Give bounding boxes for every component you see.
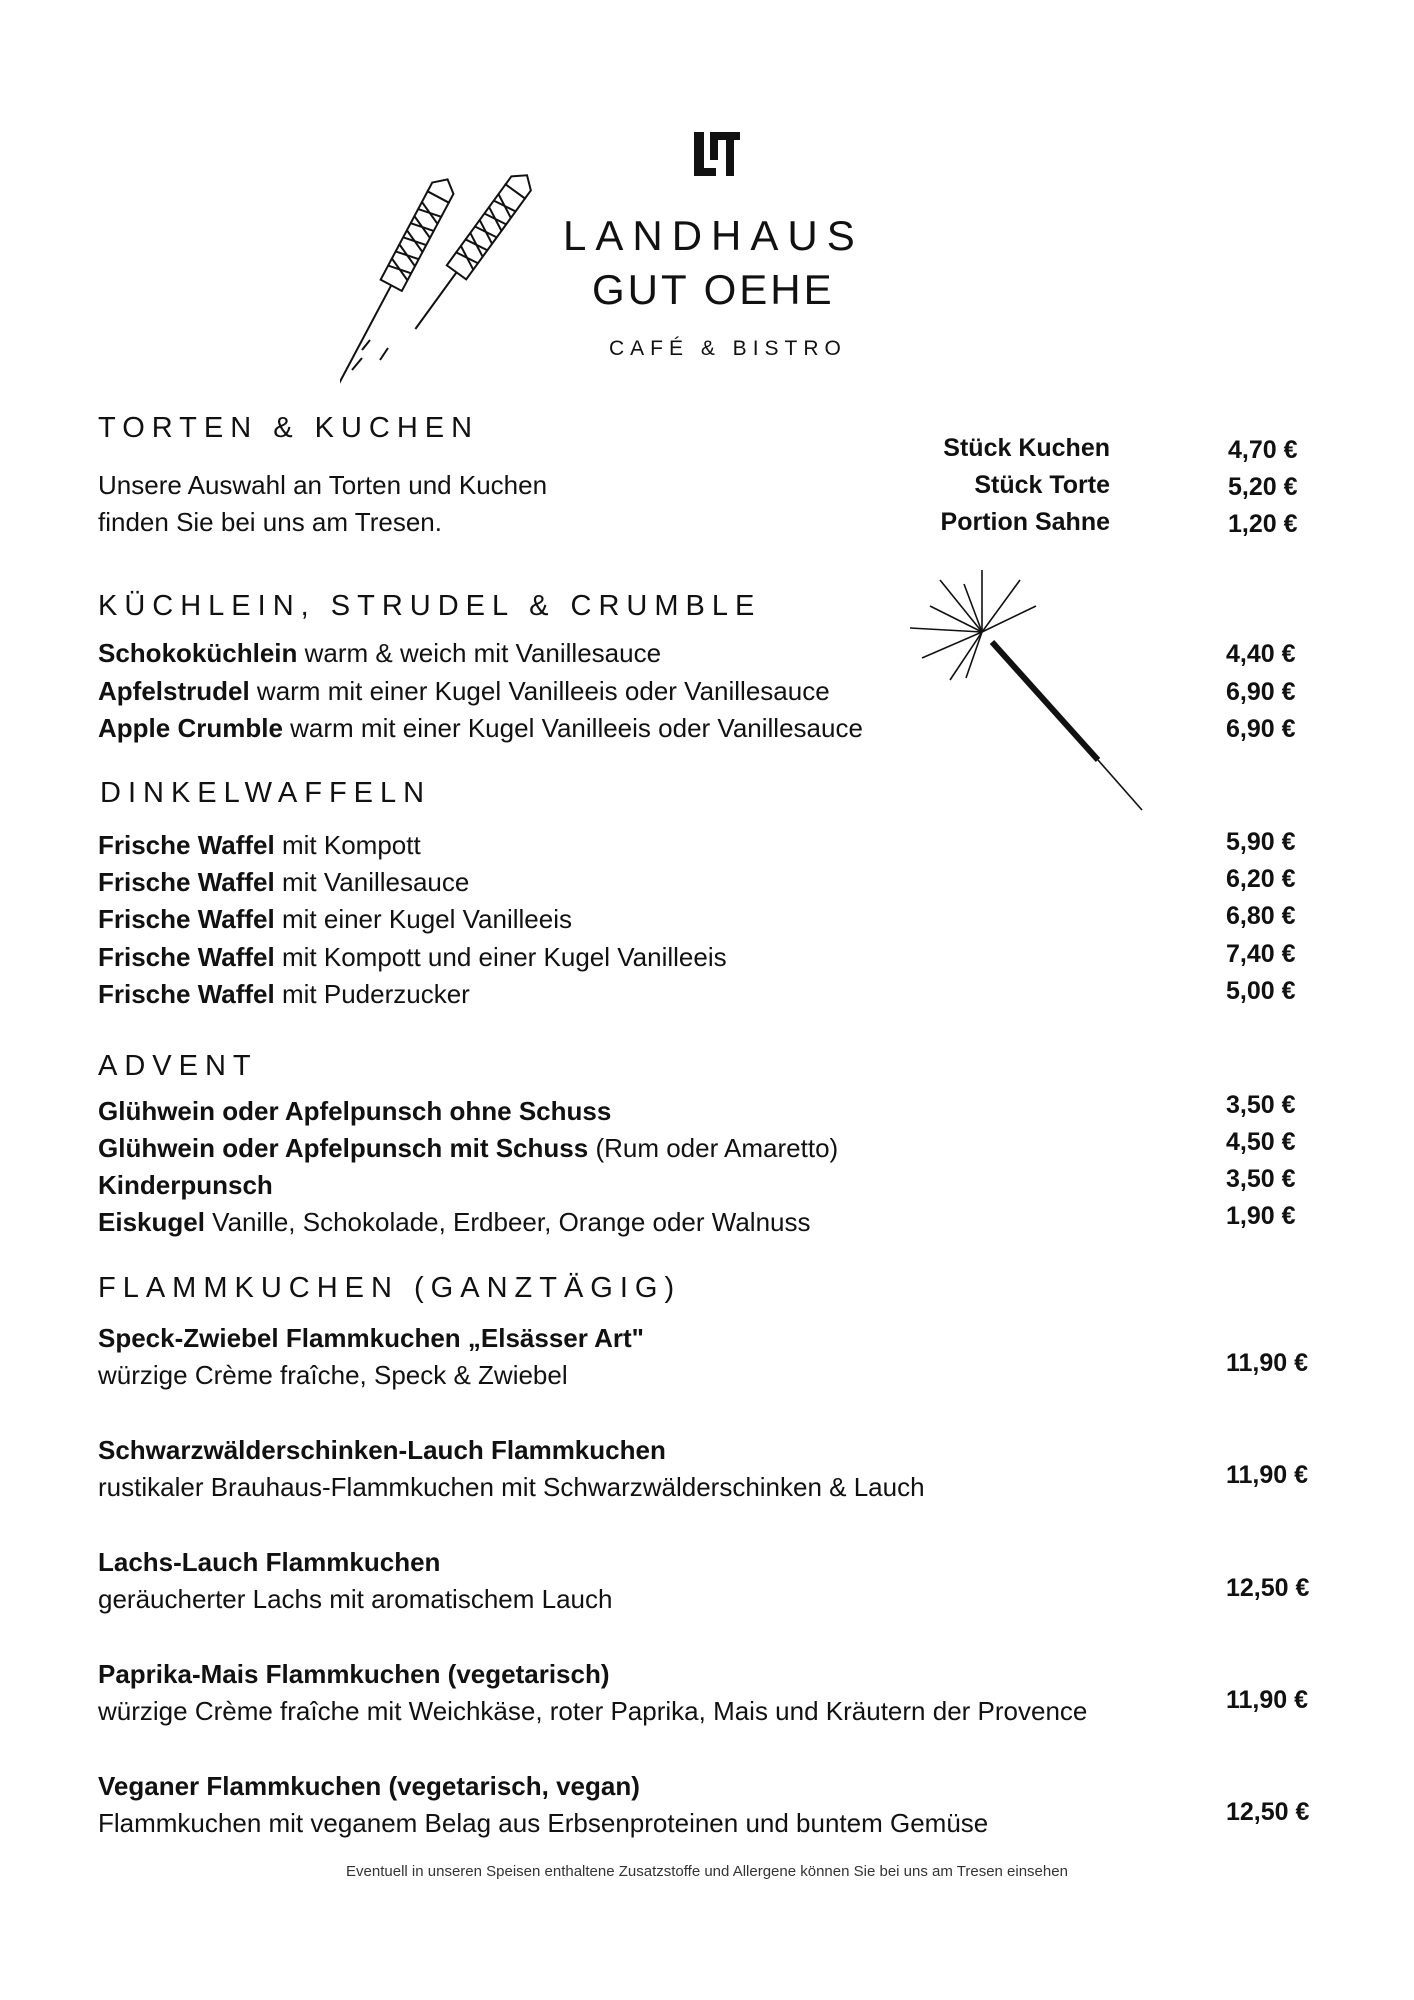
flammkuchen-name [98,1437,666,1463]
menu-item [98,869,469,895]
flammkuchen-desc: würzige Crème fraîche mit Weichkäse, roter Paprika, Mais und Kräutern der Provence [98,1696,1088,1726]
menu-item-name: Frische Waffel [98,830,275,860]
menu-item-name: Kinderpunsch [98,1170,273,1200]
menu-item [98,1172,273,1198]
menu-item-desc: Vanille, Schokolade, Erdbeer, Orange oder Walnuss [204,1207,811,1237]
cake-item-name: Stück Kuchen [943,434,1110,462]
menu-item [98,1209,811,1235]
torten-intro-line1: Unsere Auswahl an Torten und Kuchen [98,470,548,500]
menu-item-name: Frische Waffel [98,904,275,934]
allergen-footnote: Eventuell in unseren Speisen enthaltene Zusatzstoffe und Allergene können Sie bei uns am Tresen einsehen [346,1863,1068,1880]
menu-item-name: Apfelstrudel [98,676,250,706]
cake-item-price: 5,20 € [1228,473,1298,501]
brand-name-line2: GUT OEHE [592,266,835,313]
menu-item-price: 11,90 € [1226,1461,1309,1489]
flammkuchen-desc: rustikaler Brauhaus-Flammkuchen mit Schwarzwälderschinken & Lauch [98,1472,925,1502]
sparkler-illustration-icon [910,570,1150,820]
cake-item-price: 1,20 € [1228,510,1298,538]
menu-item-price: 6,20 € [1226,865,1296,893]
menu-item-desc: mit Vanillesauce [274,867,470,897]
flammkuchen-name [98,1325,644,1351]
menu-item-desc: (Rum oder Amaretto) [588,1133,839,1163]
section-title-torten: TORTEN & KUCHEN [98,412,480,444]
menu-item-price: 3,50 € [1226,1165,1296,1193]
menu-item [98,1098,611,1124]
menu-item-desc: warm mit einer Kugel Vanilleeis oder Vanillesauce [282,713,863,743]
menu-item-desc: mit einer Kugel Vanilleeis [274,904,572,934]
menu-item-name: Paprika-Mais Flammkuchen (vegetarisch) [98,1659,610,1689]
section-title-advent: ADVENT [98,1050,258,1082]
menu-item-desc: warm mit einer Kugel Vanilleeis oder Vanillesauce [249,676,830,706]
menu-item-name: Frische Waffel [98,942,275,972]
section-title-kuechlein: KÜCHLEIN, STRUDEL & CRUMBLE [98,590,762,622]
menu-item-price: 11,90 € [1226,1686,1309,1714]
menu-item-price: 4,50 € [1226,1128,1296,1156]
flammkuchen-name [98,1549,440,1575]
menu-item-price: 5,90 € [1226,828,1296,856]
menu-item-price: 6,90 € [1226,678,1296,706]
menu-item-name: Glühwein oder Apfelpunsch ohne Schuss [98,1096,612,1126]
section-title-flammkuchen: FLAMMKUCHEN (GANZTÄGIG) [98,1272,682,1304]
menu-item-desc: mit Puderzucker [274,979,470,1009]
menu-item-name: Schokoküchlein [98,638,298,668]
menu-item-name: Eiskugel [98,1207,205,1237]
menu-item-desc: warm & weich mit Vanillesauce [297,638,662,668]
menu-item [98,906,572,932]
menu-item-name: Speck-Zwiebel Flammkuchen „Elsässer Art" [98,1323,645,1353]
menu-item [98,981,470,1007]
menu-item-name: Glühwein oder Apfelpunsch mit Schuss [98,1133,589,1163]
torten-intro-line2: finden Sie bei uns am Tresen. [98,507,442,537]
menu-item-price: 5,00 € [1226,977,1296,1005]
menu-item-name: Lachs-Lauch Flammkuchen [98,1547,441,1577]
flammkuchen-desc: Flammkuchen mit veganem Belag aus Erbsenproteinen und buntem Gemüse [98,1808,989,1838]
menu-item-price: 1,90 € [1226,1202,1296,1230]
menu-item [98,715,863,741]
menu-item-name: Frische Waffel [98,867,275,897]
flammkuchen-desc: geräucherter Lachs mit aromatischem Lauch [98,1584,613,1614]
menu-item [98,678,830,704]
brand-name-line1: LANDHAUS [563,212,864,259]
section-title-waffeln: DINKELWAFFELN [100,777,432,809]
menu-item [98,1135,838,1161]
menu-item-desc: mit Kompott [274,830,421,860]
menu-item-name: Frische Waffel [98,979,275,1009]
menu-item-price: 11,90 € [1226,1349,1309,1377]
menu-item-price: 6,80 € [1226,902,1296,930]
landhaus-logo-icon [690,130,744,178]
brand-subtitle: CAFÉ & BISTRO [609,337,847,360]
menu-item [98,640,661,666]
menu-item-name: Schwarzwälderschinken-Lauch Flammkuchen [98,1435,666,1465]
menu-item-price: 3,50 € [1226,1091,1296,1119]
menu-item-price: 4,40 € [1226,640,1296,668]
menu-item-price: 7,40 € [1226,940,1296,968]
flammkuchen-name [98,1661,610,1687]
menu-item-name: Veganer Flammkuchen (vegetarisch, vegan) [98,1771,640,1801]
cake-item-price: 4,70 € [1228,436,1298,464]
flammkuchen-desc: würzige Crème fraîche, Speck & Zwiebel [98,1360,568,1390]
menu-item-price: 12,50 € [1226,1798,1310,1826]
flammkuchen-name [98,1773,640,1799]
menu-item [98,944,727,970]
menu-item-price: 12,50 € [1226,1574,1310,1602]
menu-item [98,832,421,858]
cake-item-name: Portion Sahne [940,508,1110,536]
menu-item-desc: mit Kompott und einer Kugel Vanilleeis [274,942,727,972]
menu-item-price: 6,90 € [1226,715,1296,743]
menu-item-name: Apple Crumble [98,713,283,743]
rockets-illustration-icon [340,170,540,400]
cake-item-name: Stück Torte [974,471,1110,499]
